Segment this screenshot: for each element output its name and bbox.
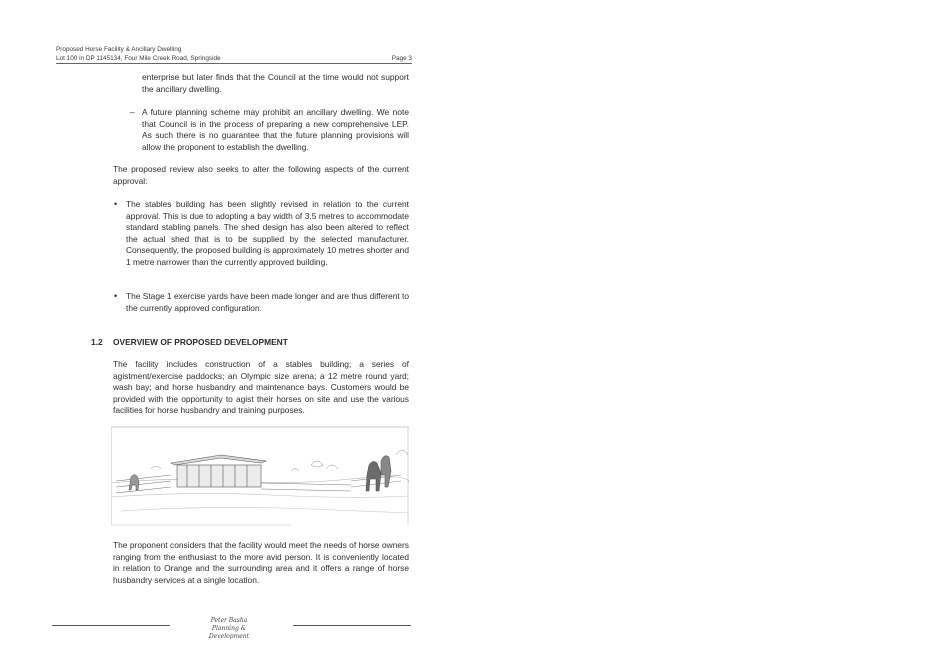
- overview-paragraph: The facility includes construction of a stables building; a series of agistment/exercise paddocks; an Olympic size arena; a 12 metre round yard; wash bay; and horse husbandry and maintenance bays. Customers would be provided with the opportunity to agist their horses on site and use the various facilities for horse husbandry and training purposes.: [113, 359, 409, 416]
- bullet-marker-2: •: [114, 291, 118, 301]
- bullet-marker-1: •: [114, 199, 118, 209]
- review-intro-paragraph: The proposed review also seeks to alter the following aspects of the current approval:: [113, 164, 409, 186]
- footer-signature: [194, 617, 264, 641]
- footer-rule-right: [293, 625, 411, 626]
- header-lot: [56, 55, 412, 63]
- header-rule: [56, 63, 412, 64]
- header-lot-text: Lot 100 in DP 1145134, Four Mile Creek Road, Springside: [56, 55, 221, 62]
- closing-paragraph: The proponent considers that the facility would meet the needs of horse owners ranging from the enthusiast to the more avid person. It is conveniently located in relation to Orange and the surrounding area and it offers a range of horse husbandry services at a single location.: [113, 540, 409, 585]
- footer-rule-left: [52, 625, 170, 626]
- header-project: Proposed Horse Facility & Ancillary Dwelling: [56, 46, 182, 53]
- dash-list-item: A future planning scheme may prohibit an ancillary dwelling. We note that Council is in the process of preparing a new comprehensive LEP. As such there is no guarantee that the future planning provisions will allow the proponent to establish the dwelling.: [142, 107, 409, 152]
- page-number: Page 3: [391, 55, 412, 62]
- header-title: [56, 46, 412, 54]
- facility-sketch-image: [111, 425, 409, 529]
- section-heading: OVERVIEW OF PROPOSED DEVELOPMENT: [113, 337, 288, 347]
- continuation-paragraph: enterprise but later finds that the Council at the time would not support the ancillary dwelling.: [142, 72, 409, 94]
- section-number: 1.2: [91, 337, 103, 347]
- bullet-item-stables: The stables building has been slightly revised in relation to the current approval. This is due to adopting a bay width of 3.5 metres to accommodate standard stabling panels. The shed design has also been altered to reflect the actual shed that is to be supplied by the selected manufacturer. Consequently, the proposed building is approximately 10 metres shorter and 1 metre narrower than the currently approved building.: [126, 199, 409, 267]
- footer-signature-name: Peter Basha: [210, 617, 248, 624]
- footer-signature-subtitle: Planning & Development: [208, 625, 250, 640]
- dash-marker: –: [130, 107, 135, 117]
- bullet-item-exercise-yards: The Stage 1 exercise yards have been made longer and are thus different to the currently approved configuration.: [126, 291, 409, 313]
